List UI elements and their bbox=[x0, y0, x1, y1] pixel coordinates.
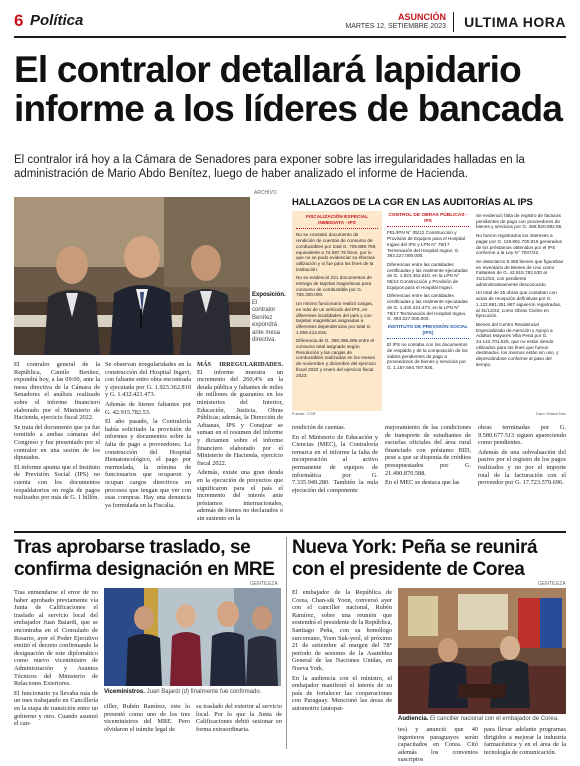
paragraph: Tras enmendarse el error de no haber aprobado previamente vía Junta de Calificaciones el traslado al servicio local del embajador Juan Baiardi, que se encontraba en el Consulado de Rosario, ayer el Poder Ejecutivo emitió el decreto confirmando la designación de este diplomático como nuevo viceministro de Administración y Asuntos Técnicos del Ministerio de Relaciones Exteriores. bbox=[14, 589, 98, 688]
paragraph-text: El informe muestra un incremento del 260,4% en la deuda pública y faltantes de miles de millones de guaraníes en los ministerios del Interior, Educación, Justicia, Obras Públicas; además, la Dirección de Aduanas, IPS y Conajzar se suman en el resumen del informe y dictamen sobre el informe financiero elaborado por el Ministerio de Hacienda, ejercicio fiscal 2022. bbox=[197, 368, 283, 467]
finding: Un total de 25 obras que contaban con actas de recepción definitivas por G. 1.122.881.351.987 siguieron registradas, al 31/12/22, como Obras Civiles en Ejecución. bbox=[476, 290, 562, 319]
subhead: MÁS IRREGULARIDADES. bbox=[197, 361, 283, 368]
paragraph: Además de una subvaluación del pasivo por el registro de los pagos realizados y no por el importe total de la facturación con el proveedor por G. 17.723.579.696. bbox=[478, 448, 566, 487]
audience-photo bbox=[398, 588, 566, 714]
infographic-col-ips bbox=[474, 211, 566, 411]
caption-text: El canciller nacional con el embajador de Corea. bbox=[430, 716, 559, 722]
finding: Bienes del Centro Residencial Especializado de Atención y Apoyo a Adultos Mayores Villa Pena por G. 24.142.701.526, que no están siendo utilizados para los fines que fueron destinados, los mismos están sin uso, y depreciándose conforme al paso del tiempo. bbox=[476, 321, 559, 367]
caption-lead: Viceministros. bbox=[104, 689, 145, 695]
header-date: MARTES 12, SETIEMBRE 2023 bbox=[345, 23, 446, 30]
finding: No se evidenció 221 documentos de entrega de tarjetas magnéticas para consumo de combustible por G. 765.300.000. bbox=[296, 275, 372, 298]
infographic-header: CONTROL DE OBRAS PÚBLICAS - IPS bbox=[387, 213, 469, 227]
main-col-3 bbox=[197, 361, 283, 524]
paragraph: Además, existe una gran deuda en la ejecución de proyectos que significaron para el país el incremento del interés ante préstamos internacionales, además de bienes no declarados o sin sustento en la bbox=[197, 469, 283, 522]
photo-credit: GENTILEZA bbox=[250, 581, 278, 587]
paragraph: mejoramiento de las condiciones de transporte de estudiantes de escuelas oficiales del área rural financiado con préstamo BID, pese a que se disponía de créditos presupuestados por G. 21.490.870.588. bbox=[385, 424, 471, 477]
paragraph bbox=[197, 361, 283, 467]
main-deck: El contralor irá hoy a la Cámara de Senadores para exponer sobre las irregularidades halladas en la administración de Mario Abdo Benítez, luego de haber analizado el informe de Hacienda. bbox=[14, 154, 525, 180]
page-number: 6 bbox=[14, 11, 24, 30]
story3-col-1 bbox=[292, 589, 392, 715]
main-col-4 bbox=[292, 424, 378, 496]
finding: Un mismo funcionario realizó cargas, en más de un vehículo del IPS, en diferentes localidades del país y con tarjetas magnéticas asignadas a diferentes dependencias por total G. 1.059.412.815. bbox=[296, 301, 374, 335]
main-col-2 bbox=[105, 361, 191, 511]
infographic-col-obras bbox=[385, 211, 471, 411]
viceministers-photo bbox=[104, 588, 281, 686]
paragraph: rendición de cuentas. bbox=[292, 424, 346, 431]
header-divider bbox=[453, 12, 454, 32]
story3-col-2 bbox=[398, 726, 478, 766]
paragraph: Se observan irregularidades en la construcción del Hospital Ingavi, con faltante entre obra encontrada y ejecutada por G. 1.923.362.810 y G. 1.432.421.473. bbox=[105, 361, 191, 399]
infographic-title: HALLAZGOS DE LA CGR EN LAS AUDITORÍAS AL IPS bbox=[292, 197, 533, 208]
caption-lead: Exposición. bbox=[252, 292, 286, 298]
photo-caption bbox=[252, 292, 286, 345]
paragraph: para llevar adelante programas dirigidos a mejorar la industria farmacéutica y en el área de la tecnología de comunicación. bbox=[484, 726, 566, 756]
paragraph: El contralor general de la República, Camilo Benítez, expondrá hoy, a las 09:00, ante la mesa directiva de la Cámara de Senadores el análisis realizado sobre el informe financiero elaborado por el Ministerio de Hacienda, ejercicio fiscal 2022. bbox=[14, 361, 100, 422]
story3-col-3 bbox=[484, 726, 566, 758]
finding: Se detectaron 9.355 bienes que figuraban en Inventario de Bienes de Uso como Faltantes de G. 42.915.782.530 al 31/12/22, con pendiente administrativamente desconocido. bbox=[476, 258, 564, 287]
infographic-credit: Daro Ybarra Nox bbox=[536, 411, 566, 416]
photo-credit: ARCHIVO bbox=[254, 190, 277, 196]
finding: No fueron registrados los intereses a pagar por G. 119.891.700.915 generados de los préstamos obtenidos por el IPS conforme a la Ley N° 7037/22. bbox=[476, 233, 562, 256]
photo-caption bbox=[104, 689, 281, 695]
finding: FEL/IPN N° 05/12 Construcción y Provisión de Equipos para el Hospital Ingavi del IPS y LPN N° 79/17 Terminación del Hospital Ingavi, G. 393.227.000.000. bbox=[387, 230, 465, 259]
column-divider bbox=[286, 537, 287, 749]
story2-col-1 bbox=[14, 589, 98, 730]
paragraph: El funcionario ya llevaba más de un mes trabajando en Cancillería en la etapa de transición entre un gobierno y otro. Cuando asumió el can- bbox=[14, 689, 98, 728]
paragraph: su traslado del exterior al servicio local. Por lo que la Junta de Calificaciones debió sesionar en forma extraordinaria. bbox=[196, 703, 282, 733]
paragraph: El informe apunta que el Instituto de Previsión Social (IPS) no cuenta con los documentos respaldatorios en regla de pagos realizados por más de G. 1 billón. bbox=[14, 463, 100, 502]
paragraph: tes) y anunció que 40 ingenieros paraguayos serán capacitados en Corea. Citó además los convenios suscriptos bbox=[398, 726, 478, 764]
finding: No se constató documento de rendición de cuentas de consumo de combustibles por total G. 705.888.769, equivalente a 74.087,76 litros, por lo que no se pudo evidenciar su efectiva utilización y si fue para los fines de la institución. bbox=[296, 232, 377, 272]
paragraph: ciller, Rubén Ramírez, este lo presentó como uno de los tres viceministros del MRE. Pero olvidaron el trámite legal de bbox=[104, 703, 190, 733]
infographic-col-fiscalizacion bbox=[292, 211, 382, 411]
paragraph: En el MEC se destaca que las bbox=[385, 479, 460, 487]
finding: El IPS no contaba con los documentos de respaldo y de la composición de los saldos pendientes de pago a proveedores de bienes y servicios por G. 1.157.694.787.925. bbox=[387, 342, 468, 371]
story2-col-3 bbox=[196, 703, 282, 735]
paragraph: Además de bienes faltantes por G. 42.915.782.53. bbox=[105, 400, 191, 416]
paragraph: En el Ministerio de Educación y Ciencias (MEC), la Contraloría remarca en el informe la falta de incorporación al activo permanente de equipos de informática por G. 7.335.949.280. También la nula ejecución del componente bbox=[292, 433, 378, 494]
finding: Se evidenció falta de registro de facturas pendientes de pago con proveedores de bienes y servicios por G. 458.920.082.86. bbox=[476, 213, 563, 230]
main-headline: El contralor detallará lapidario informe a los líderes de bancada bbox=[14, 49, 563, 129]
infographic-source: Fuente: CGR bbox=[292, 411, 316, 416]
finding: Diferencias entre las cantidades certificadas y las realmente ejecutadas de G. 1.923.362.810, en la LPN N° 05/12 Construcción y Provisión de Equipos para el Hospital Ingavi. bbox=[387, 261, 468, 290]
story2-col-2 bbox=[104, 703, 190, 735]
caption-text: Juan Bajardi (d) finalmente fue confirmado. bbox=[146, 689, 262, 695]
newspaper-name: ULTIMA HORA bbox=[464, 14, 566, 30]
main-col-1 bbox=[14, 361, 100, 504]
photo-caption bbox=[398, 716, 566, 722]
paragraph: En la audiencia con el ministro, el embajador manifestó el interés de su país de fortalecer las cooperaciones con Paraguay. Mencionó las áreas de automotriz (autopar- bbox=[292, 674, 392, 712]
main-col-6 bbox=[478, 424, 566, 489]
section-title: Política bbox=[30, 12, 84, 29]
infographic-header: FISCALIZACIÓN ESPECIAL INMEDIATA - IPS bbox=[296, 215, 378, 229]
story-divider bbox=[14, 531, 566, 533]
paragraph: Se trata del documento que ya fue remitido a ambas cámaras del Congreso y fue presentado por el contralor en una sesión de los diputados. bbox=[14, 423, 100, 462]
photo-credit: GENTILEZA bbox=[538, 581, 566, 587]
paragraph: El embajador de la República de Corea, Chan-sik Yoon, conversó ayer con el canciller nacional, Rubén Ramírez, sobre una reunión que sostendrá el presidente de la República, Santiago Peña, con su homólogo surcoreano, Yoon Suk-yeol, el próximo 21 de setiembre al margen del 78° período de sesiones de la Asamblea General de las Naciones Unidas, en Nueva York. bbox=[292, 589, 392, 672]
page-header bbox=[14, 8, 566, 38]
caption-text: El contralor Benítez expondrá ante mesa directiva. bbox=[252, 299, 281, 343]
paragraph: El año pasado, la Contraloría había solicitado la provisión de informes y documentos sobre la falta de pago a proveedores. La construcción del Hospital Hematoncológico, el pago por mermelada, la nómina de funcionarios que ocuparon y ocupan cargos directivos en procesos que tengan que ver con esas compras. Hay una denuncia ya formulada en la Fiscalía. bbox=[105, 418, 191, 509]
header-city: ASUNCIÓN bbox=[397, 12, 446, 22]
contralor-photo bbox=[14, 197, 250, 355]
caption-lead: Audiencia. bbox=[398, 716, 429, 722]
paragraph: obras terminadas por G. 9.580.677.513 siguen apareciendo como pendientes. bbox=[478, 424, 566, 447]
finding: Diferencia de G. 360.396.286 entre el consumo total asignado según Resolución y las cargas de combustibles realizadas en los meses de noviembre y diciembre del ejercicio fiscal 2022 y enero del ejercicio fiscal 2023. bbox=[296, 338, 376, 378]
infographic-header: INSTITUTO DE PREVISIÓN SOCIAL (IPS) bbox=[387, 325, 469, 339]
story2-headline: Tras aprobarse traslado, se confirma designación en MRE bbox=[14, 537, 275, 580]
main-col-5 bbox=[385, 424, 471, 489]
finding: Diferencias entre las cantidades certificadas y las realmente ejecutadas de G. 1.432.421.473, en la LPN N° 79/17 Terminación del Hospital Ingavi, G. 393.227.000.000. bbox=[387, 293, 468, 322]
ips-audit-infographic bbox=[292, 197, 566, 421]
story3-headline: Nueva York: Peña se reunirá con el presidente de Corea bbox=[292, 537, 538, 580]
